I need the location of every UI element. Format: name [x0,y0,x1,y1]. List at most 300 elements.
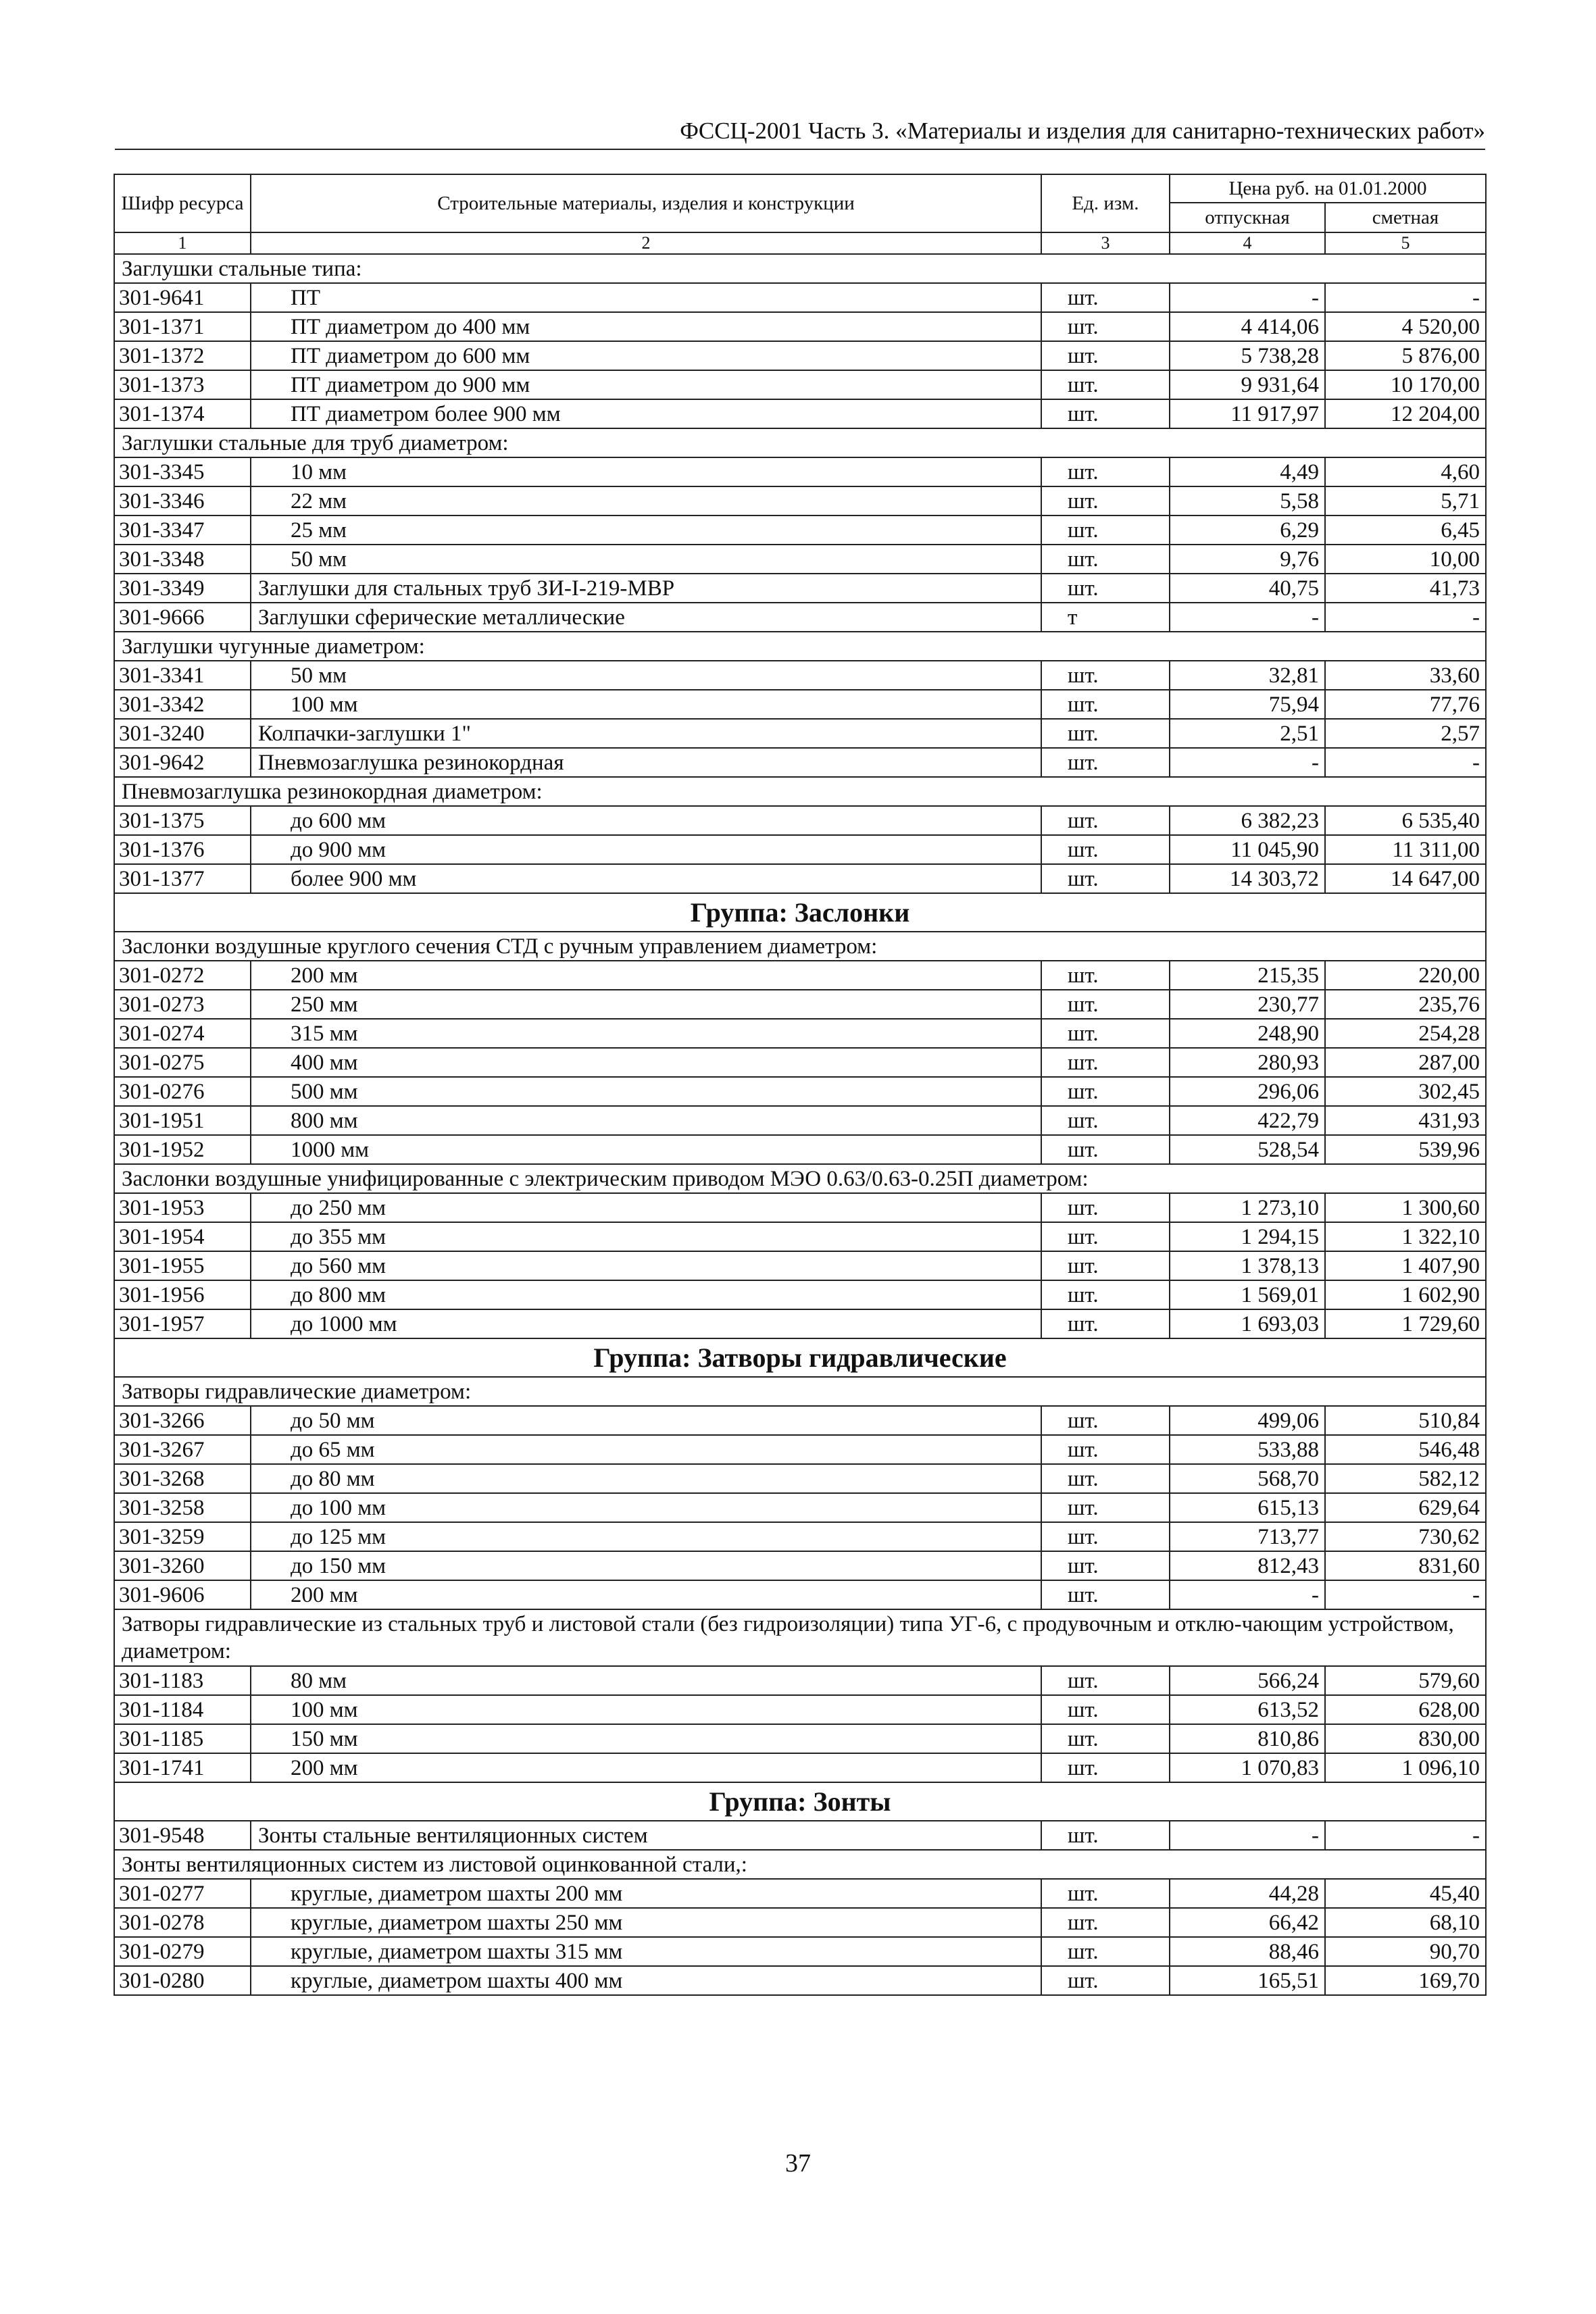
resource-code: 301-3268 [114,1464,251,1493]
table-row [114,1966,1486,1995]
unit: шт. [1041,1251,1170,1280]
unit: шт. [1041,574,1170,603]
unit: шт. [1041,748,1170,777]
col-number: 4 [1170,232,1325,254]
release-price: 499,06 [1170,1406,1325,1435]
estimate-price: 77,76 [1325,690,1486,719]
item-name: 80 мм [251,1666,1041,1695]
resource-code: 301-9548 [114,1821,251,1850]
resource-code: 301-3342 [114,690,251,719]
subheader-row [114,1850,1486,1879]
resource-code: 301-0280 [114,1966,251,1995]
estimate-price: 4 520,00 [1325,312,1486,341]
item-name: 200 мм [251,961,1041,990]
estimate-price: 830,00 [1325,1724,1486,1753]
release-price: 280,93 [1170,1048,1325,1077]
unit: шт. [1041,515,1170,545]
item-name: 400 мм [251,1048,1041,1077]
release-price: - [1170,283,1325,312]
subheader-row [114,254,1486,283]
table-row [114,486,1486,515]
resource-code: 301-3259 [114,1522,251,1551]
release-price: 14 303,72 [1170,864,1325,893]
unit: шт. [1041,1821,1170,1850]
unit: шт. [1041,399,1170,428]
release-price: 533,88 [1170,1435,1325,1464]
release-price: 32,81 [1170,661,1325,690]
resource-code: 301-1953 [114,1193,251,1222]
estimate-price: 629,64 [1325,1493,1486,1522]
release-price: 11 917,97 [1170,399,1325,428]
item-name: 150 мм [251,1724,1041,1753]
col-number: 5 [1325,232,1486,254]
col-header-unit: Ед. изм. [1041,174,1170,232]
group-title: Группа: Затворы гидравлические [114,1338,1486,1377]
estimate-price: 14 647,00 [1325,864,1486,893]
item-name: 200 мм [251,1753,1041,1782]
table-row [114,1937,1486,1966]
unit: шт. [1041,457,1170,486]
unit: шт. [1041,486,1170,515]
resource-code: 301-0274 [114,1019,251,1048]
release-price: 5,58 [1170,486,1325,515]
item-name: ПТ диаметром до 600 мм [251,341,1041,370]
unit: шт. [1041,283,1170,312]
table-row [114,1879,1486,1908]
unit: шт. [1041,1666,1170,1695]
subheader-text: Зонты вентиляционных систем из листовой оцинкованной стали,: [114,1850,1486,1879]
release-price: 9 931,64 [1170,370,1325,399]
unit: шт. [1041,1879,1170,1908]
estimate-price: 302,45 [1325,1077,1486,1106]
item-name: 800 мм [251,1106,1041,1135]
table-row [114,312,1486,341]
resource-code: 301-3345 [114,457,251,486]
col-header-estimate: сметная [1325,203,1486,232]
release-price: 11 045,90 [1170,835,1325,864]
estimate-price: 235,76 [1325,990,1486,1019]
estimate-price: 5,71 [1325,486,1486,515]
estimate-price: 254,28 [1325,1019,1486,1048]
item-name: до 250 мм [251,1193,1041,1222]
estimate-price: - [1325,1821,1486,1850]
release-price: - [1170,1821,1325,1850]
release-price: 66,42 [1170,1908,1325,1937]
item-name: Заглушки для стальных труб ЗИ-I-219-МВР [251,574,1041,603]
table-body [114,254,1486,1995]
resource-code: 301-3349 [114,574,251,603]
subheader-text: Заглушки чугунные диаметром: [114,632,1486,661]
item-name: Зонты стальные вентиляционных систем [251,1821,1041,1850]
release-price: 215,35 [1170,961,1325,990]
item-name: до 600 мм [251,806,1041,835]
item-name: 1000 мм [251,1135,1041,1164]
estimate-price: 45,40 [1325,1879,1486,1908]
resource-code: 301-1741 [114,1753,251,1782]
item-name: 50 мм [251,545,1041,574]
item-name: до 800 мм [251,1280,1041,1309]
resource-code: 301-1957 [114,1309,251,1338]
release-price: 1 070,83 [1170,1753,1325,1782]
table-row [114,748,1486,777]
unit: шт. [1041,690,1170,719]
estimate-price: 1 729,60 [1325,1309,1486,1338]
release-price: 1 378,13 [1170,1251,1325,1280]
resource-code: 301-1375 [114,806,251,835]
table-row [114,1908,1486,1937]
table-row [114,835,1486,864]
item-name: до 355 мм [251,1222,1041,1251]
table-row [114,806,1486,835]
group-title: Группа: Зонты [114,1782,1486,1821]
estimate-price: - [1325,1580,1486,1609]
estimate-price: 539,96 [1325,1135,1486,1164]
table-row [114,1106,1486,1135]
resource-code: 301-1372 [114,341,251,370]
group-row [114,1338,1486,1377]
resource-code: 301-1952 [114,1135,251,1164]
release-price: 422,79 [1170,1106,1325,1135]
unit: шт. [1041,1280,1170,1309]
estimate-price: 287,00 [1325,1048,1486,1077]
resource-code: 301-1374 [114,399,251,428]
item-name: круглые, диаметром шахты 200 мм [251,1879,1041,1908]
estimate-price: 4,60 [1325,457,1486,486]
resource-code: 301-1376 [114,835,251,864]
table-row [114,1077,1486,1106]
table-row [114,1435,1486,1464]
table-row [114,1406,1486,1435]
release-price: 812,43 [1170,1551,1325,1580]
table-row [114,864,1486,893]
release-price: 615,13 [1170,1493,1325,1522]
unit: шт. [1041,806,1170,835]
item-name: круглые, диаметром шахты 315 мм [251,1937,1041,1966]
table-row [114,961,1486,990]
item-name: 500 мм [251,1077,1041,1106]
unit: шт. [1041,1077,1170,1106]
table-row [114,1251,1486,1280]
estimate-price: 68,10 [1325,1908,1486,1937]
unit: шт. [1041,1222,1170,1251]
estimate-price: 1 407,90 [1325,1251,1486,1280]
table-row [114,399,1486,428]
release-price: 248,90 [1170,1019,1325,1048]
resource-code: 301-0272 [114,961,251,990]
table-row [114,603,1486,632]
estimate-price: 5 876,00 [1325,341,1486,370]
release-price: 6,29 [1170,515,1325,545]
unit: шт. [1041,1464,1170,1493]
resource-code: 301-1185 [114,1724,251,1753]
unit: шт. [1041,961,1170,990]
col-number: 2 [251,232,1041,254]
unit: шт. [1041,341,1170,370]
group-row [114,893,1486,932]
table-row [114,690,1486,719]
subheader-text: Пневмозаглушка резинокордная диаметром: [114,777,1486,806]
subheader-row [114,932,1486,961]
release-price: 1 294,15 [1170,1222,1325,1251]
estimate-price: 6 535,40 [1325,806,1486,835]
estimate-price: 1 096,10 [1325,1753,1486,1782]
release-price: - [1170,1580,1325,1609]
estimate-price: 431,93 [1325,1106,1486,1135]
release-price: 230,77 [1170,990,1325,1019]
resource-code: 301-9641 [114,283,251,312]
page-header [115,114,1485,150]
item-name: до 100 мм [251,1493,1041,1522]
item-name: 10 мм [251,457,1041,486]
release-price: 165,51 [1170,1966,1325,1995]
estimate-price: 10,00 [1325,545,1486,574]
table-row [114,1309,1486,1338]
header-title: ФССЦ-2001 Часть 3. «Материалы и изделия для санитарно-технических работ» [680,118,1485,144]
unit: т [1041,603,1170,632]
estimate-price: 10 170,00 [1325,370,1486,399]
item-name: более 900 мм [251,864,1041,893]
col-header-name: Строительные материалы, изделия и конструкции [251,174,1041,232]
table-row [114,545,1486,574]
resource-code: 301-1955 [114,1251,251,1280]
table-row [114,990,1486,1019]
estimate-price: 90,70 [1325,1937,1486,1966]
resource-code: 301-1954 [114,1222,251,1251]
release-price: 1 569,01 [1170,1280,1325,1309]
resource-code: 301-0276 [114,1077,251,1106]
release-price: - [1170,748,1325,777]
item-name: круглые, диаметром шахты 400 мм [251,1966,1041,1995]
estimate-price: 6,45 [1325,515,1486,545]
subheader-row [114,1377,1486,1406]
resource-code: 301-0277 [114,1879,251,1908]
item-name: до 150 мм [251,1551,1041,1580]
item-name: ПТ диаметром до 400 мм [251,312,1041,341]
unit: шт. [1041,835,1170,864]
unit: шт. [1041,1048,1170,1077]
resource-code: 301-3266 [114,1406,251,1435]
estimate-price: - [1325,603,1486,632]
unit: шт. [1041,1522,1170,1551]
unit: шт. [1041,1406,1170,1435]
resource-code: 301-3348 [114,545,251,574]
resource-code: 301-0273 [114,990,251,1019]
unit: шт. [1041,370,1170,399]
unit: шт. [1041,1966,1170,1995]
resource-code: 301-9642 [114,748,251,777]
table-row [114,1666,1486,1695]
unit: шт. [1041,1193,1170,1222]
col-number: 1 [114,232,251,254]
unit: шт. [1041,312,1170,341]
table-row [114,1280,1486,1309]
release-price: 40,75 [1170,574,1325,603]
table-row [114,370,1486,399]
table-row [114,1724,1486,1753]
item-name: 25 мм [251,515,1041,545]
table-row [114,1551,1486,1580]
release-price: 2,51 [1170,719,1325,748]
estimate-price: 730,62 [1325,1522,1486,1551]
subheader-row [114,632,1486,661]
item-name: до 900 мм [251,835,1041,864]
estimate-price: 582,12 [1325,1464,1486,1493]
item-name: Заглушки сферические металлические [251,603,1041,632]
resource-code: 301-3258 [114,1493,251,1522]
col-header-release: отпускная [1170,203,1325,232]
subheader-text: Заглушки стальные типа: [114,254,1486,283]
resource-code: 301-3240 [114,719,251,748]
table-row [114,661,1486,690]
item-name: Колпачки-заглушки 1" [251,719,1041,748]
estimate-price: 1 322,10 [1325,1222,1486,1251]
table-row [114,341,1486,370]
release-price: 1 693,03 [1170,1309,1325,1338]
unit: шт. [1041,1106,1170,1135]
resource-code: 301-3267 [114,1435,251,1464]
col-number: 3 [1041,232,1170,254]
item-name: до 1000 мм [251,1309,1041,1338]
resource-code: 301-1956 [114,1280,251,1309]
release-price: 4,49 [1170,457,1325,486]
unit: шт. [1041,1753,1170,1782]
estimate-price: - [1325,748,1486,777]
unit: шт. [1041,1937,1170,1966]
item-name: 100 мм [251,690,1041,719]
subheader-row [114,1609,1486,1666]
group-row [114,1782,1486,1821]
release-price: 5 738,28 [1170,341,1325,370]
item-name: до 80 мм [251,1464,1041,1493]
unit: шт. [1041,1551,1170,1580]
table-row [114,1753,1486,1782]
table-row [114,1522,1486,1551]
unit: шт. [1041,1580,1170,1609]
release-price: 88,46 [1170,1937,1325,1966]
unit: шт. [1041,719,1170,748]
page-number: 37 [785,2149,811,2178]
resource-code: 301-1377 [114,864,251,893]
unit: шт. [1041,1435,1170,1464]
release-price: 44,28 [1170,1879,1325,1908]
resource-code: 301-1184 [114,1695,251,1724]
item-name: до 65 мм [251,1435,1041,1464]
table-row [114,1222,1486,1251]
table-row [114,1464,1486,1493]
subheader-text: Заслонки воздушные унифицированные с электрическим приводом МЭО 0.63/0.63-0.25П диаметром: [114,1164,1486,1193]
estimate-price: 546,48 [1325,1435,1486,1464]
table-row [114,574,1486,603]
col-header-price: Цена руб. на 01.01.2000 [1170,174,1486,203]
resource-code: 301-3346 [114,486,251,515]
unit: шт. [1041,1724,1170,1753]
subheader-text: Заглушки стальные для труб диаметром: [114,428,1486,457]
item-name: 100 мм [251,1695,1041,1724]
resource-code: 301-9606 [114,1580,251,1609]
resource-code: 301-0275 [114,1048,251,1077]
release-price: 4 414,06 [1170,312,1325,341]
item-name: 22 мм [251,486,1041,515]
release-price: 613,52 [1170,1695,1325,1724]
unit: шт. [1041,1309,1170,1338]
table-row [114,1135,1486,1164]
release-price: 9,76 [1170,545,1325,574]
table-row [114,515,1486,545]
item-name: 315 мм [251,1019,1041,1048]
table-row [114,1048,1486,1077]
resource-code: 301-0279 [114,1937,251,1966]
estimate-price: 831,60 [1325,1551,1486,1580]
table-row [114,1019,1486,1048]
estimate-price: 1 602,90 [1325,1280,1486,1309]
resource-code: 301-3347 [114,515,251,545]
unit: шт. [1041,1908,1170,1937]
table-row [114,1493,1486,1522]
release-price: 568,70 [1170,1464,1325,1493]
item-name: до 560 мм [251,1251,1041,1280]
release-price: - [1170,603,1325,632]
estimate-price: 579,60 [1325,1666,1486,1695]
release-price: 6 382,23 [1170,806,1325,835]
unit: шт. [1041,990,1170,1019]
resource-code: 301-1951 [114,1106,251,1135]
resource-code: 301-9666 [114,603,251,632]
release-price: 296,06 [1170,1077,1325,1106]
table-row [114,1821,1486,1850]
resource-code: 301-3341 [114,661,251,690]
item-name: 200 мм [251,1580,1041,1609]
estimate-price: 41,73 [1325,574,1486,603]
item-name: 250 мм [251,990,1041,1019]
unit: шт. [1041,1493,1170,1522]
subheader-row [114,777,1486,806]
unit: шт. [1041,1135,1170,1164]
item-name: круглые, диаметром шахты 250 мм [251,1908,1041,1937]
release-price: 1 273,10 [1170,1193,1325,1222]
price-table [114,174,1487,1996]
estimate-price: - [1325,283,1486,312]
table-row [114,283,1486,312]
item-name: до 125 мм [251,1522,1041,1551]
release-price: 528,54 [1170,1135,1325,1164]
release-price: 75,94 [1170,690,1325,719]
unit: шт. [1041,661,1170,690]
estimate-price: 169,70 [1325,1966,1486,1995]
group-title: Группа: Заслонки [114,893,1486,932]
subheader-row [114,1164,1486,1193]
table-head [114,174,1486,254]
item-name: Пневмозаглушка резинокордная [251,748,1041,777]
release-price: 810,86 [1170,1724,1325,1753]
release-price: 566,24 [1170,1666,1325,1695]
estimate-price: 12 204,00 [1325,399,1486,428]
resource-code: 301-1373 [114,370,251,399]
unit: шт. [1041,1019,1170,1048]
table-row [114,457,1486,486]
unit: шт. [1041,545,1170,574]
estimate-price: 1 300,60 [1325,1193,1486,1222]
resource-code: 301-1183 [114,1666,251,1695]
table-row [114,719,1486,748]
table-row [114,1580,1486,1609]
subheader-text: Затворы гидравлические диаметром: [114,1377,1486,1406]
table-row [114,1193,1486,1222]
estimate-price: 220,00 [1325,961,1486,990]
table-row [114,1695,1486,1724]
item-name: ПТ диаметром до 900 мм [251,370,1041,399]
estimate-price: 628,00 [1325,1695,1486,1724]
estimate-price: 33,60 [1325,661,1486,690]
